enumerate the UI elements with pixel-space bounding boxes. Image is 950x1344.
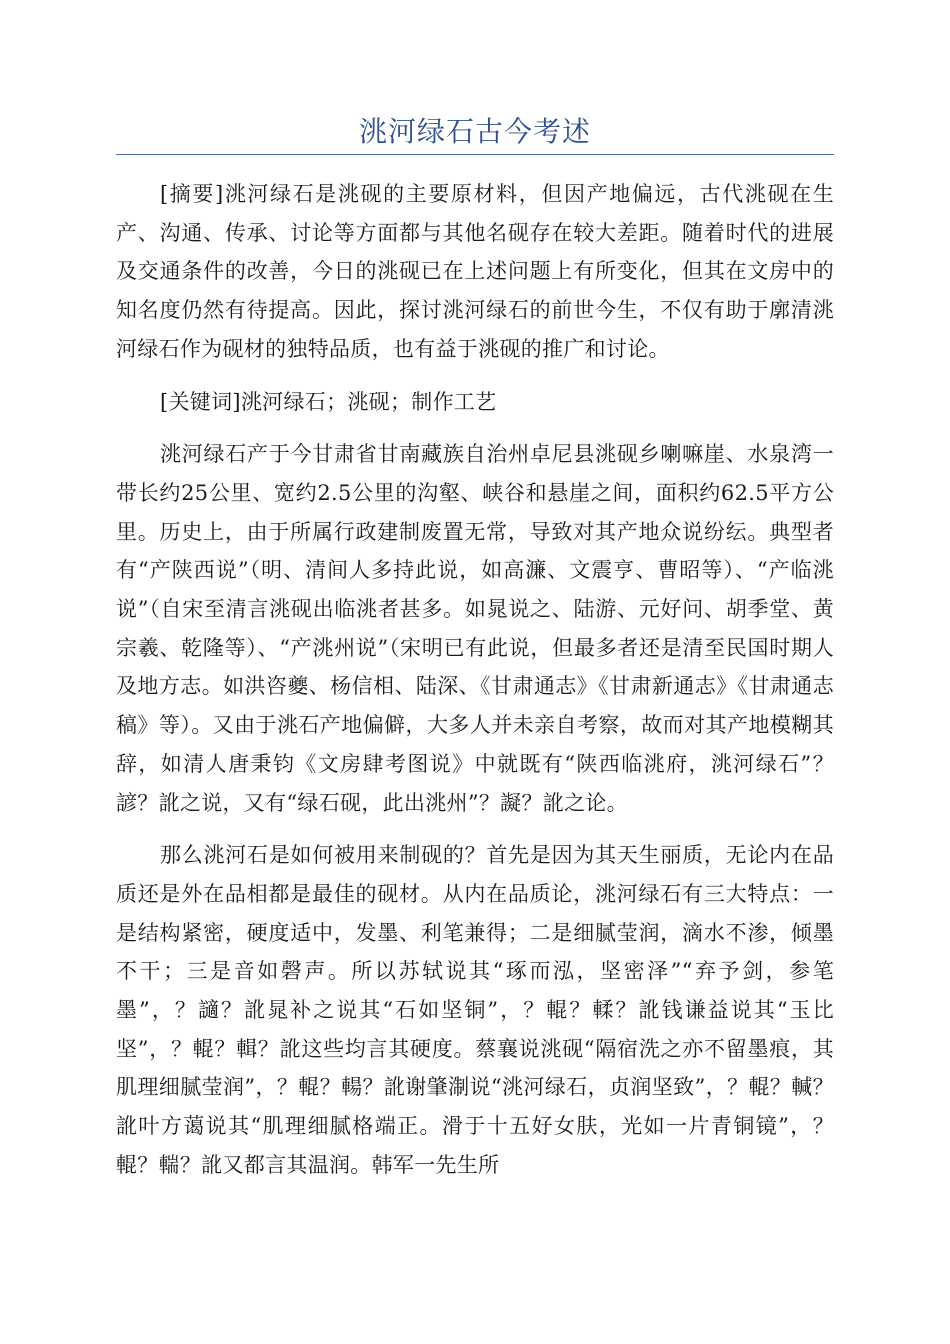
document-title: 洮河绿石古今考述 [358,115,591,148]
abstract-paragraph: [摘要]洮河绿石是洮砚的主要原材料，但因产地偏远，古代洮砚在生产、沟通、传承、讨论等方面都与其他名砚存在较大差距。随着时代的进展及交通条件的改善，今日的洮砚已在上述问题上有所变化，但其在文房中的知名度仍然有待提高。因此，探讨洮河绿石的前世今生，不仅有助于廓清洮河绿石作为砚材的独特品质，也有益于洮砚的推广和讨论。 [116,182,834,361]
document-body [116,175,834,1199]
keywords-paragraph: [关键词]洮河绿石；洮砚；制作工艺 [160,389,497,414]
body-paragraph-quality: 那么洮河石是如何被用来制砚的？首先是因为其天生丽质，无论内在品质还是外在品相都是最佳的砚材。从内在品质论，洮河绿石有三大特点：一是结构紧密，硬度适中，发墨、利笔兼得；二是细腻莹润，滴水不渗，倾墨不干；三是音如磬声。所以苏轼说其“琢而泓，坚密泽”“弃予剑，参笔墨”，？讁？訛晁补之说其“石如坚铜”，？輥？輮？訛钱谦益说其“玉比坚”，？輥？輯？訛这些均言其硬度。蔡襄说洮砚“隔宿洗之亦不留墨痕，其肌理细腻莹润”，？輥？輰？訛谢肇淛说“洮河绿石，贞润坚致”，？輥？輱？訛叶方蔼说其“肌理细腻格端正。滑于十五好女肤，光如一片青铜镜”，？輥？輲？訛又都言其温润。韩军一先生所 [116,843,834,1177]
title-underline [116,154,834,155]
body-paragraph-origin: 洮河绿石产于今甘肃省甘南藏族自治州卓尼县洮砚乡喇嘛崖、水泉湾一带长约25公里、宽约2.5公里的沟壑、峡谷和悬崖之间，面积约62.5平方公里。历史上，由于所属行政建制废置无常，导致对其产地众说纷纭。典型者有“产陕西说”（明、清间人多持此说，如高濂、文震亨、曹昭等）、“产临洮说”（自宋至清言洮砚出临洮者甚多。如晁说之、陆游、元好问、胡季堂、黄宗羲、乾隆等）、“产洮州说”（宋明已有此说，但最多者还是清至民国时期人及地方志。如洪咨夔、杨信相、陆深、《甘肃通志》《甘肃新通志》《甘肃通志稿》等）。又由于洮石产地偏僻，大多人并未亲自考察，故而对其产地模糊其辞，如清人唐秉钧《文房肆考图说》中就既有“陕西临洮府，洮河绿石”？諺？訛之说，又有“绿石砚，此出洮州”？譺？訛之论。 [116,442,834,815]
